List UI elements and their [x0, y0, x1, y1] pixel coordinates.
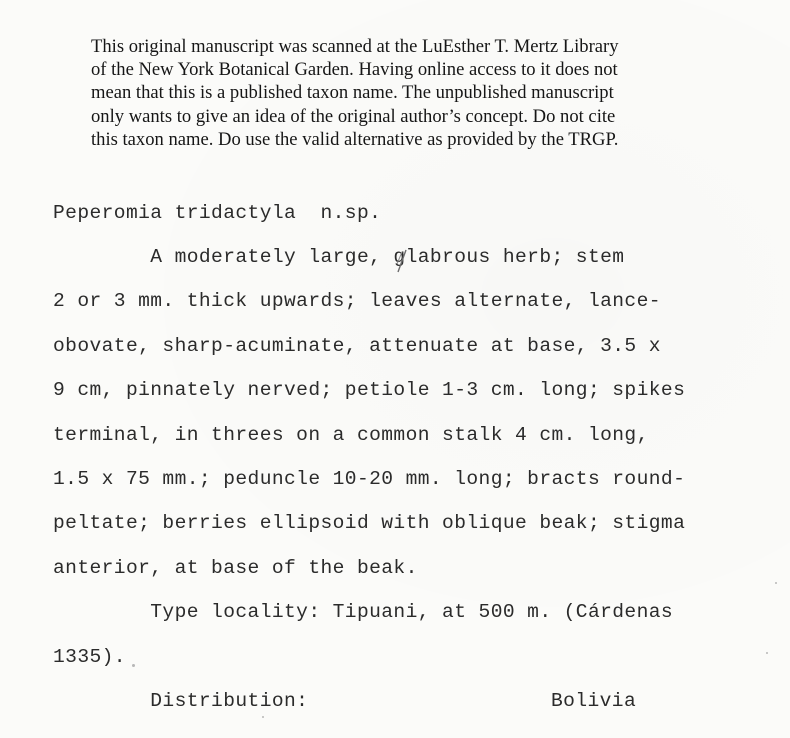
- type-locality-line: Type locality: Tipuani, at 500 m. (Cárdenas: [53, 601, 674, 623]
- description-line: 2 or 3 mm. thick upwards; leaves alternate, lance-: [53, 290, 661, 312]
- description-line: terminal, in threes on a common stalk 4 cm. long,: [53, 424, 649, 446]
- paper-speck: [775, 582, 777, 584]
- notice-line: only wants to give an idea of the original author’s concept. Do not cite: [91, 105, 616, 127]
- description-line: peltate; berries ellipsoid with oblique beak; stigma: [53, 512, 686, 534]
- paper-speck: [132, 664, 135, 667]
- description-line: 1.5 x 75 mm.; peduncle 10-20 mm. long; bracts round-: [53, 468, 686, 490]
- type-locality-line: 1335).: [53, 646, 126, 668]
- description-line: obovate, sharp-acuminate, attenuate at base, 3.5 x: [53, 335, 661, 357]
- distribution-label: Distribution:: [53, 690, 309, 712]
- notice-line: mean that this is a published taxon name. The unpublished manuscript: [91, 82, 614, 104]
- description-line: anterior, at base of the beak.: [53, 557, 418, 579]
- notice-line: This original manuscript was scanned at the LuEsther T. Mertz Library: [91, 36, 619, 57]
- distribution-value: Bolivia: [551, 690, 637, 712]
- species-title: Peperomia tridactyla n.sp.: [53, 202, 382, 224]
- notice-line: of the New York Botanical Garden. Having online access to it does not: [91, 59, 618, 81]
- description-line: 9 cm, pinnately nerved; petiole 1-3 cm. long; spikes: [53, 379, 686, 401]
- description-line: A moderately large, glabrous herb; stem: [53, 246, 625, 268]
- notice-line: this taxon name. Do use the valid alternative as provided by the TRGP.: [91, 128, 619, 150]
- paper-speck: [766, 652, 768, 654]
- paper-speck: [262, 716, 264, 718]
- pencil-correction-mark: [393, 248, 411, 274]
